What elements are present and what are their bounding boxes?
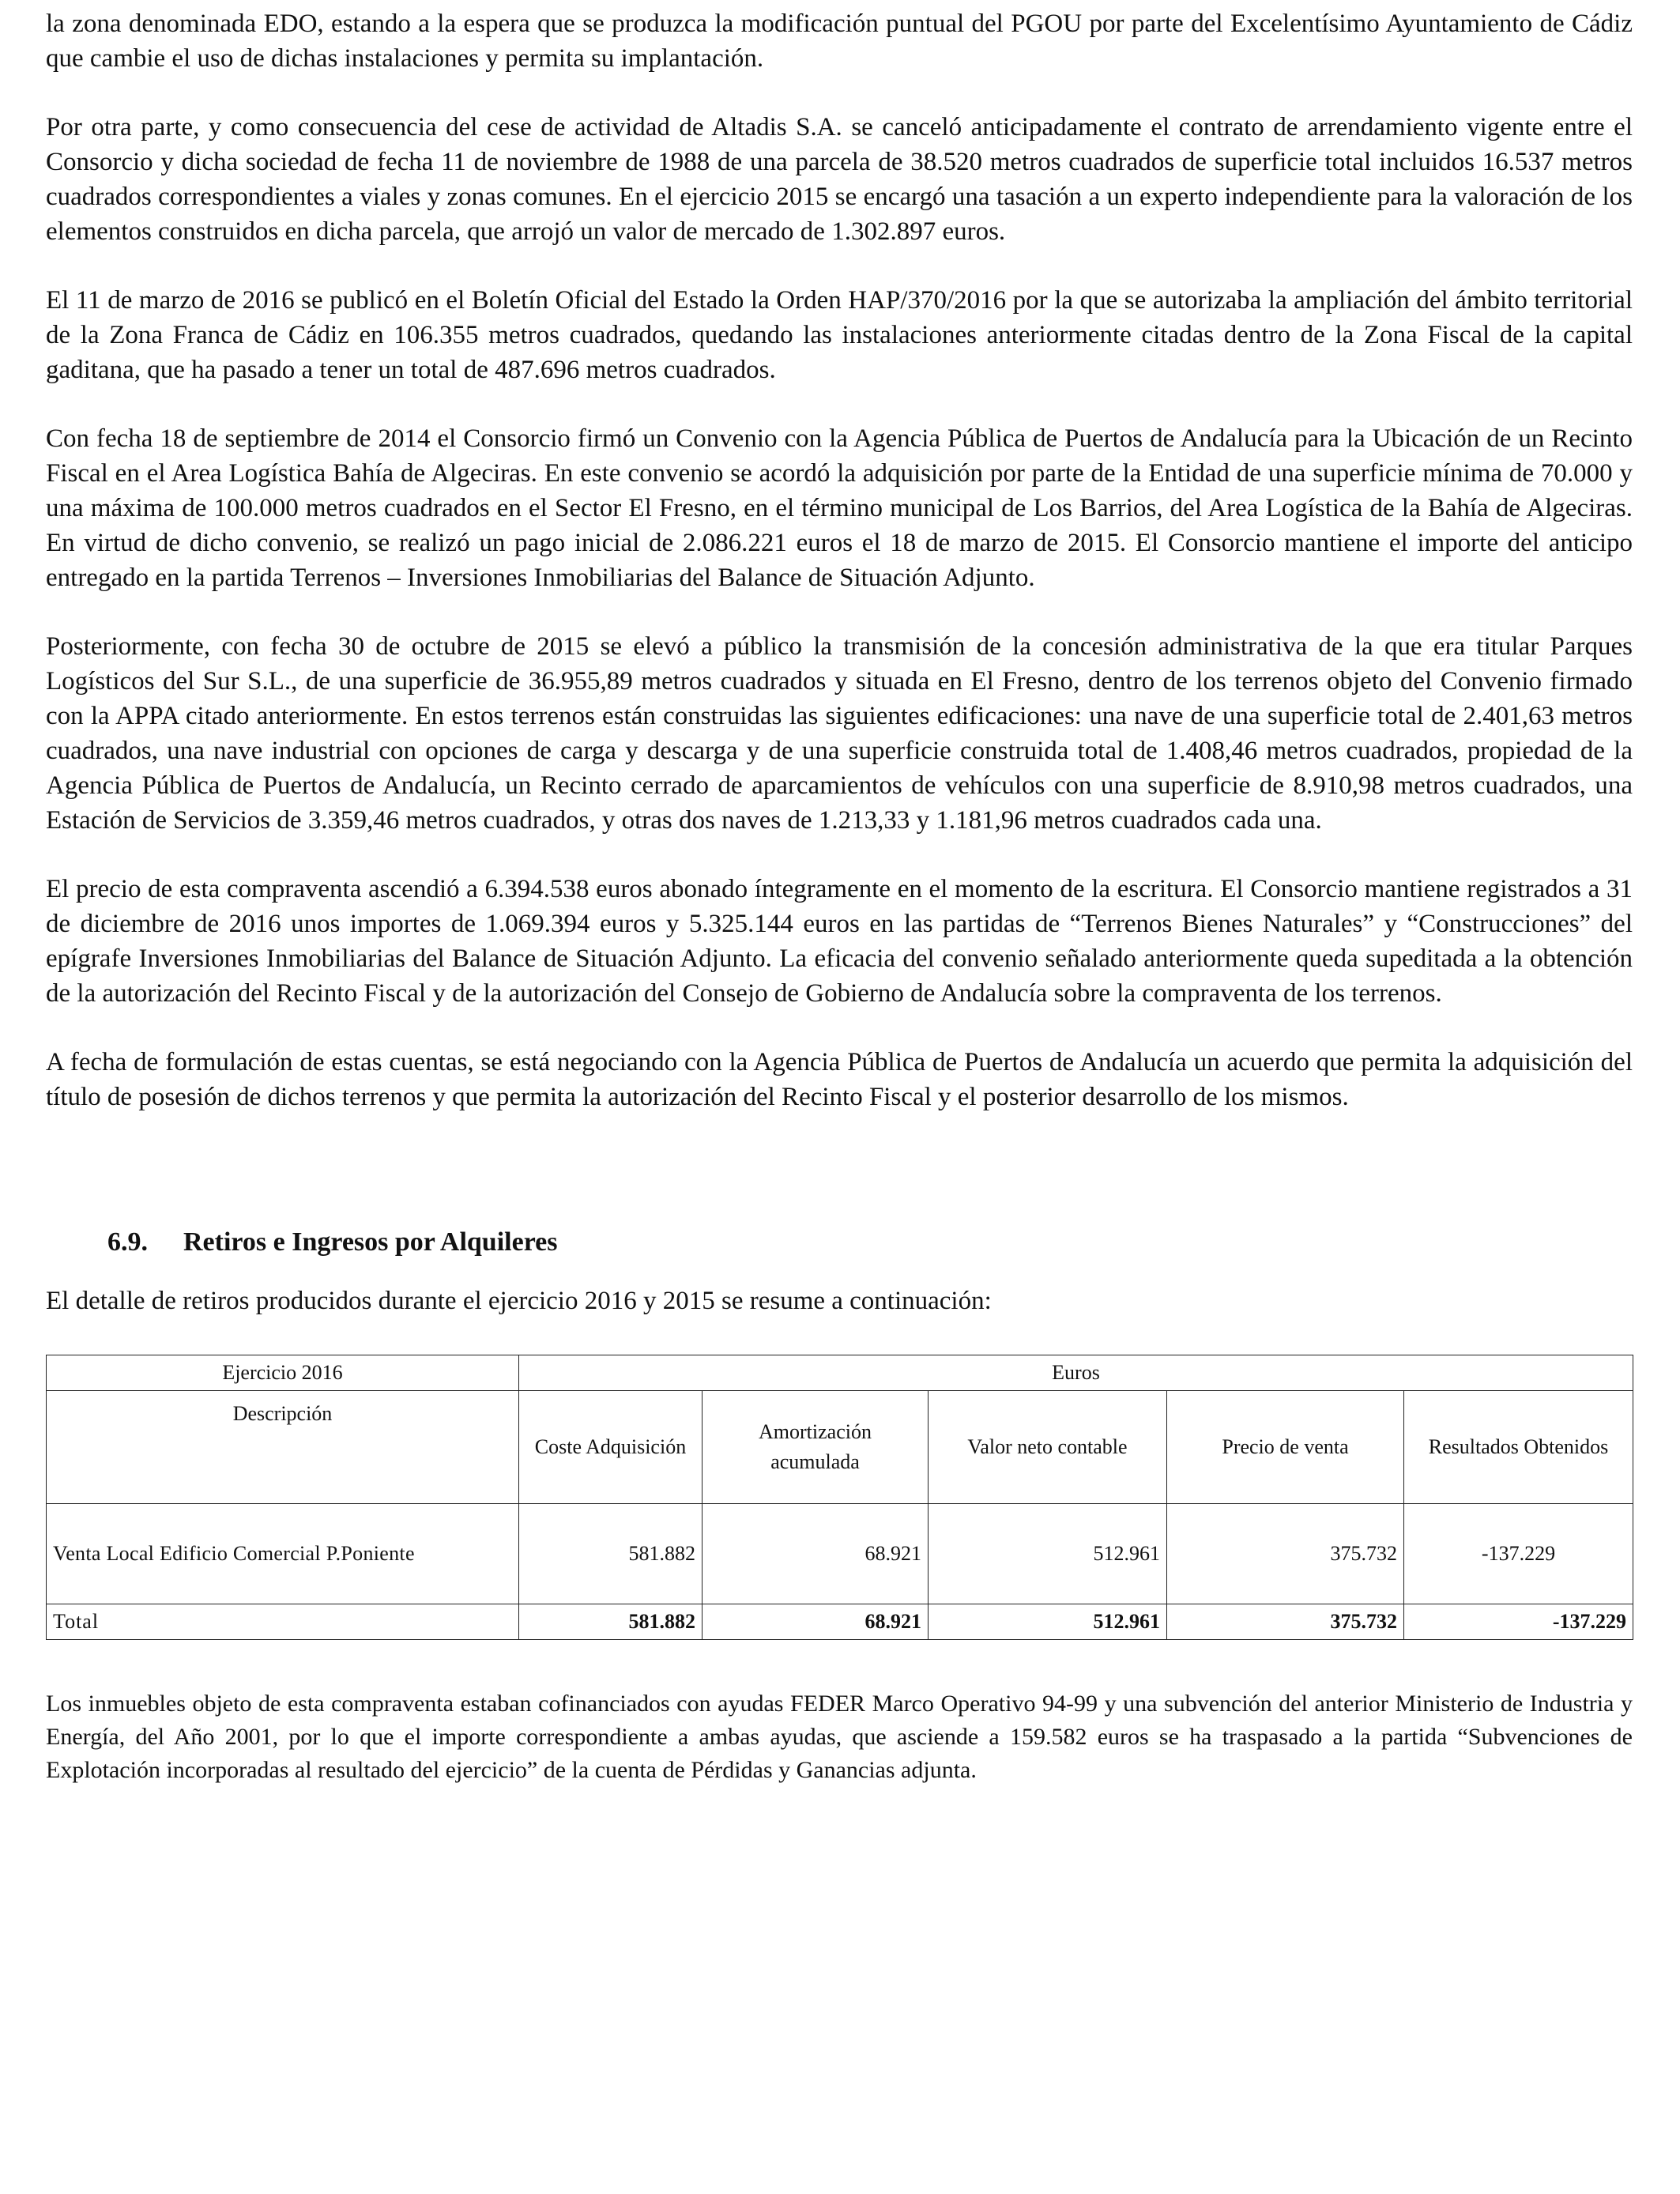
row-coste: 581.882: [519, 1504, 703, 1604]
paragraph-boe-orden: El 11 de marzo de 2016 se publicó en el Boletín Oficial del Estado la Orden HAP/370/2016 por la que se autorizaba la ampliación del ámbito territorial de la Zona Franca de Cádiz en 106.355 metros cuadrados, quedando las instalaciones anteriormente citadas dentro de la Zona Fiscal de la capital gaditana, que ha pasado a tener un total de 487.696 metros cuadrados.: [46, 286, 1633, 384]
section-title: Retiros e Ingresos por Alquileres: [183, 1227, 558, 1257]
col-descripcion: Descripción: [47, 1391, 519, 1504]
col-precio: Precio de venta: [1167, 1391, 1404, 1504]
total-coste: 581.882: [519, 1604, 703, 1640]
row-descripcion: Venta Local Edificio Comercial P.Poniente: [47, 1504, 519, 1604]
table-intro: El detalle de retiros producidos durante el ejercicio 2016 y 2015 se resume a continuación:: [46, 1287, 992, 1315]
table-row: [47, 1504, 1633, 1604]
paragraph-convenio-appa: Con fecha 18 de septiembre de 2014 el Consorcio firmó un Convenio con la Agencia Pública de Puertos de Andalucía para la Ubicación de un Recinto Fiscal en el Area Logística Bahía de Algeciras. En este convenio se acordó la adquisición por parte de la Entidad de una superficie mínima de 70.000 y una máxima de 100.000 metros cuadrados en el Sector El Fresno, en el término municipal de Los Barrios, del Area Logística de la Bahía de Algeciras. En virtud de dicho convenio, se realizó un pago inicial de 2.086.221 euros el 18 de marzo de 2015. El Consorcio mantiene el importe del anticipo entregado en la partida Terrenos – Inversiones Inmobiliarias del Balance de Situación Adjunto.: [46, 424, 1633, 592]
year-header: Ejercicio 2016: [47, 1355, 519, 1391]
table-header-row-2: [47, 1391, 1633, 1504]
retiros-table: [46, 1355, 1633, 1640]
row-amortizacion: 68.921: [703, 1504, 929, 1604]
footer-paragraph: Los inmuebles objeto de esta compraventa estaban cofinanciados con ayudas FEDER Marco Operativo 94-99 y una subvención del anterior Ministerio de Industria y Energía, del Año 2001, por lo que el importe correspondiente a ambas ayudas, que asciende a 159.582 euros se ha traspasado a la partida “Subvenciones de Explotación incorporadas al resultado del ejercicio” de la cuenta de Pérdidas y Ganancias adjunta.: [46, 1691, 1633, 1783]
col-valor-neto: Valor neto contable: [929, 1391, 1167, 1504]
paragraph-negociacion: A fecha de formulación de estas cuentas, se está negociando con la Agencia Pública de Puertos de Andalucía un acuerdo que permita la adquisición del título de posesión de dichos terrenos y que permita la autorización del Recinto Fiscal y el posterior desarrollo de los mismos.: [46, 1048, 1633, 1111]
col-amortizacion: Amortización acumulada: [703, 1391, 929, 1504]
row-valor-neto: 512.961: [929, 1504, 1167, 1604]
total-label: Total: [47, 1604, 519, 1640]
table-total-row: [47, 1604, 1633, 1640]
col-coste: Coste Adquisición: [519, 1391, 703, 1504]
total-precio: 375.732: [1167, 1604, 1404, 1640]
total-resultados: -137.229: [1404, 1604, 1633, 1640]
total-amortizacion: 68.921: [703, 1604, 929, 1640]
section-heading: [107, 1225, 1633, 1260]
paragraph-edo: la zona denominada EDO, estando a la espera que se produzca la modificación puntual del PGOU por parte del Excelentísimo Ayuntamiento de Cádiz que cambie el uso de dichas instalaciones y permita su implantación.: [46, 9, 1633, 73]
paragraph-concesion: Posteriormente, con fecha 30 de octubre de 2015 se elevó a público la transmisión de la concesión administrativa de la que era titular Parques Logísticos del Sur S.L., de una superficie de 36.955,89 metros cuadrados y situada en El Fresno, dentro de los terrenos objeto del Convenio firmado con la APPA citado anteriormente. En estos terrenos están construidas las siguientes edificaciones: una nave de una superficie total de 2.401,63 metros cuadrados, una nave industrial con opciones de carga y descarga y de una superficie construida total de 1.408,46 metros cuadrados, propiedad de la Agencia Pública de Puertos de Andalucía, un Recinto cerrado de aparcamientos de vehículos con una superficie de 8.910,98 metros cuadrados, una Estación de Servicios de 3.359,46 metros cuadrados, y otras dos naves de 1.213,33 y 1.181,96 metros cuadrados cada una.: [46, 632, 1633, 835]
currency-header: Euros: [519, 1355, 1633, 1391]
paragraph-precio-compraventa: El precio de esta compraventa ascendió a 6.394.538 euros abonado íntegramente en el momento de la escritura. El Consorcio mantiene registrados a 31 de diciembre de 2016 unos importes de 1.069.394 euros y 5.325.144 euros en las partidas de “Terrenos Bienes Naturales” y “Construcciones” del epígrafe Inversiones Inmobiliarias del Balance de Situación Adjunto. La eficacia del convenio señalado anteriormente queda supeditada a la obtención de la autorización del Recinto Fiscal y de la autorización del Consejo de Gobierno de Andalucía sobre la compraventa de los terrenos.: [46, 875, 1633, 1008]
table-header-row-1: [47, 1355, 1633, 1391]
row-precio: 375.732: [1167, 1504, 1404, 1604]
paragraph-altadis: Por otra parte, y como consecuencia del cese de actividad de Altadis S.A. se canceló anticipadamente el contrato de arrendamiento vigente entre el Consorcio y dicha sociedad de fecha 11 de noviembre de 1988 de una parcela de 38.520 metros cuadrados de superficie total incluidos 16.537 metros cuadrados correspondientes a viales y zonas comunes. En el ejercicio 2015 se encargó una tasación a un experto independiente para la valoración de los elementos construidos en dicha parcela, que arrojó un valor de mercado de 1.302.897 euros.: [46, 113, 1633, 246]
col-resultados: Resultados Obtenidos: [1404, 1391, 1633, 1504]
document-page: [46, 6, 1633, 1787]
row-resultados: -137.229: [1404, 1504, 1633, 1604]
total-valor-neto: 512.961: [929, 1604, 1167, 1640]
section-number: 6.9.: [107, 1227, 148, 1257]
